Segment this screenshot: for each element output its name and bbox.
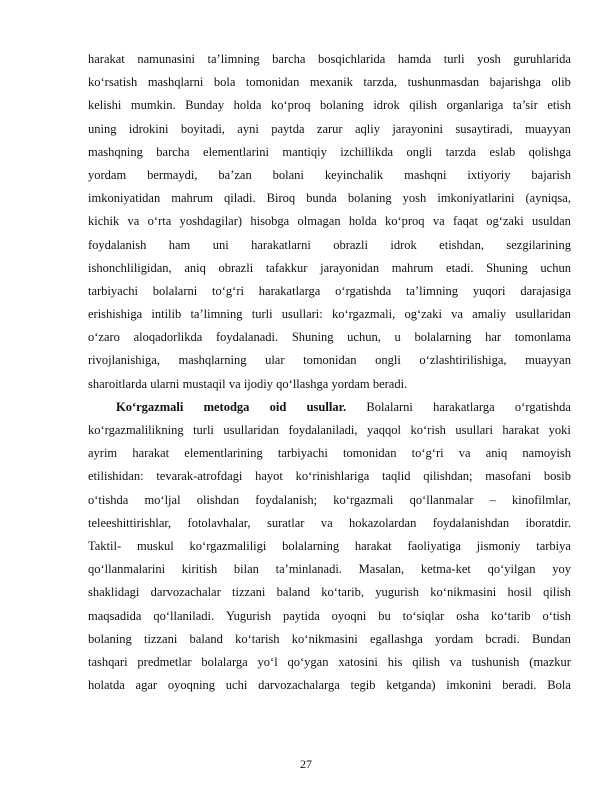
text-line: tashqari predmetlar bolalarga yo‘l qo‘ygan xatosini his qilish va tushunish (mazkur xyxy=(88,654,571,669)
text-line: teleeshittirishlar, fotolavhalar, suratlar va hokazolardan foydalanishdan iboratdir. xyxy=(88,515,571,530)
text-line: ko‘rsatish mashqlarni bola tomonidan mexanik tarzda, tushunmasdan bajarishga olib xyxy=(88,75,571,90)
text-line: rivojlanishiga, mashqlarning ular tomonidan ongli o‘zlashtirilishiga, muayyan xyxy=(88,353,571,368)
text-line: mashqning barcha elementlarini mantiqiy izchillikda ongli tarzda eslab qolishga xyxy=(88,144,571,159)
text-line: qo‘llanmalarini kiritish bilan ta’minlanadi. Masalan, ketma-ket qo‘yilgan yoy xyxy=(88,562,571,577)
text-line: imkoniyatidan mahrum qiladi. Biroq bunda bolaning yosh imkoniyatlarini (ayniqsa, xyxy=(88,191,571,206)
text-line: kelishi mumkin. Bunday holda ko‘proq bolaning idrok qilish organlariga ta’sir etish xyxy=(88,98,571,113)
text-line: foydalanish ham uni harakatlarni obrazli idrok etishdan, sezgilarining xyxy=(88,237,571,252)
page-number: 27 xyxy=(300,757,312,771)
text-line: yordam bermaydi, ba’zan bolani keyinchalik mashqni ixtiyoriy bajarish xyxy=(88,167,571,182)
text-line: bolaning tizzani baland ko‘tarish ko‘nikmasini egallashga yordam bcradi. Bundan xyxy=(88,631,571,646)
text-line: ishonchliligidan, aniq obrazli tafakkur jarayonidan mahrum etadi. Shuning uchun xyxy=(88,260,571,275)
text-line: holatda agar oyoqning uchi darvozachalarga tegib ketganda) imkonini beradi. Bola xyxy=(88,678,571,693)
text-line: o‘zaro aloqadorlikda foydalanadi. Shuning uchun, u bolalarning har tomonlama xyxy=(88,330,571,345)
document-body xyxy=(88,48,571,697)
text-line: maqsadida qo‘llaniladi. Yugurish paytida oyoqni bu to‘siqlar osha ko‘tarib o‘tish xyxy=(88,608,571,623)
text-line: sharoitlarda ularni mustaqil va ijodiy qo‘llashga yordam beradi. xyxy=(88,376,408,391)
text-line: Taktil- muskul ko‘rgazmaliligi bolalarning harakat faoliyatiga jismoniy tarbiya xyxy=(88,538,571,553)
text-line: tarbiyachi bolalarni to‘g‘ri harakatlarga o‘rgatishda ta’limning yuqori darajasiga xyxy=(88,283,571,298)
text-line: ko‘rgazmalilikning turli usullaridan foydalaniladi, yaqqol ko‘rish usullari harakat yoki xyxy=(88,423,571,437)
text-line: ayrim harakat elementlarining tarbiyachi tomonidan to‘g‘ri va aniq namoyish xyxy=(88,446,571,461)
text-line: o‘tishda mo‘ljal olishdan foydalanish; ko‘rgazmali qo‘llanmalar – kinofilmlar, xyxy=(88,492,571,507)
text-line: erishishiga intilib ta’limning turli usullari: ko‘rgazmali, og‘zaki va amaliy usullaridan xyxy=(88,307,571,322)
text-line: kichik va o‘rta yoshdagilar) hisobga olmagan holda ko‘proq va faqat og‘zaki usuldan xyxy=(88,214,571,229)
text-line: etilishidan: tevarak-atrofdagi hayot ko‘rinishlariga taqlid qilishdan; masofani bosib xyxy=(88,469,571,484)
text-line: shaklidagi darvozachalar tizzani baland ko‘tarib, yugurish ko‘nikmasini hosil qilish xyxy=(88,585,571,600)
text-line: Ko‘rgazmali metodga oid usullar. Bolalarni harakatlarga o‘rgatishda xyxy=(116,399,571,414)
text-line: uning idrokini boyitadi, ayni paytda zarur aqliy jarayonini susaytiradi, muayyan xyxy=(88,121,571,136)
text-line: harakat namunasini ta’limning barcha bosqichlarida hamda turli yosh guruhlarida xyxy=(88,52,571,66)
